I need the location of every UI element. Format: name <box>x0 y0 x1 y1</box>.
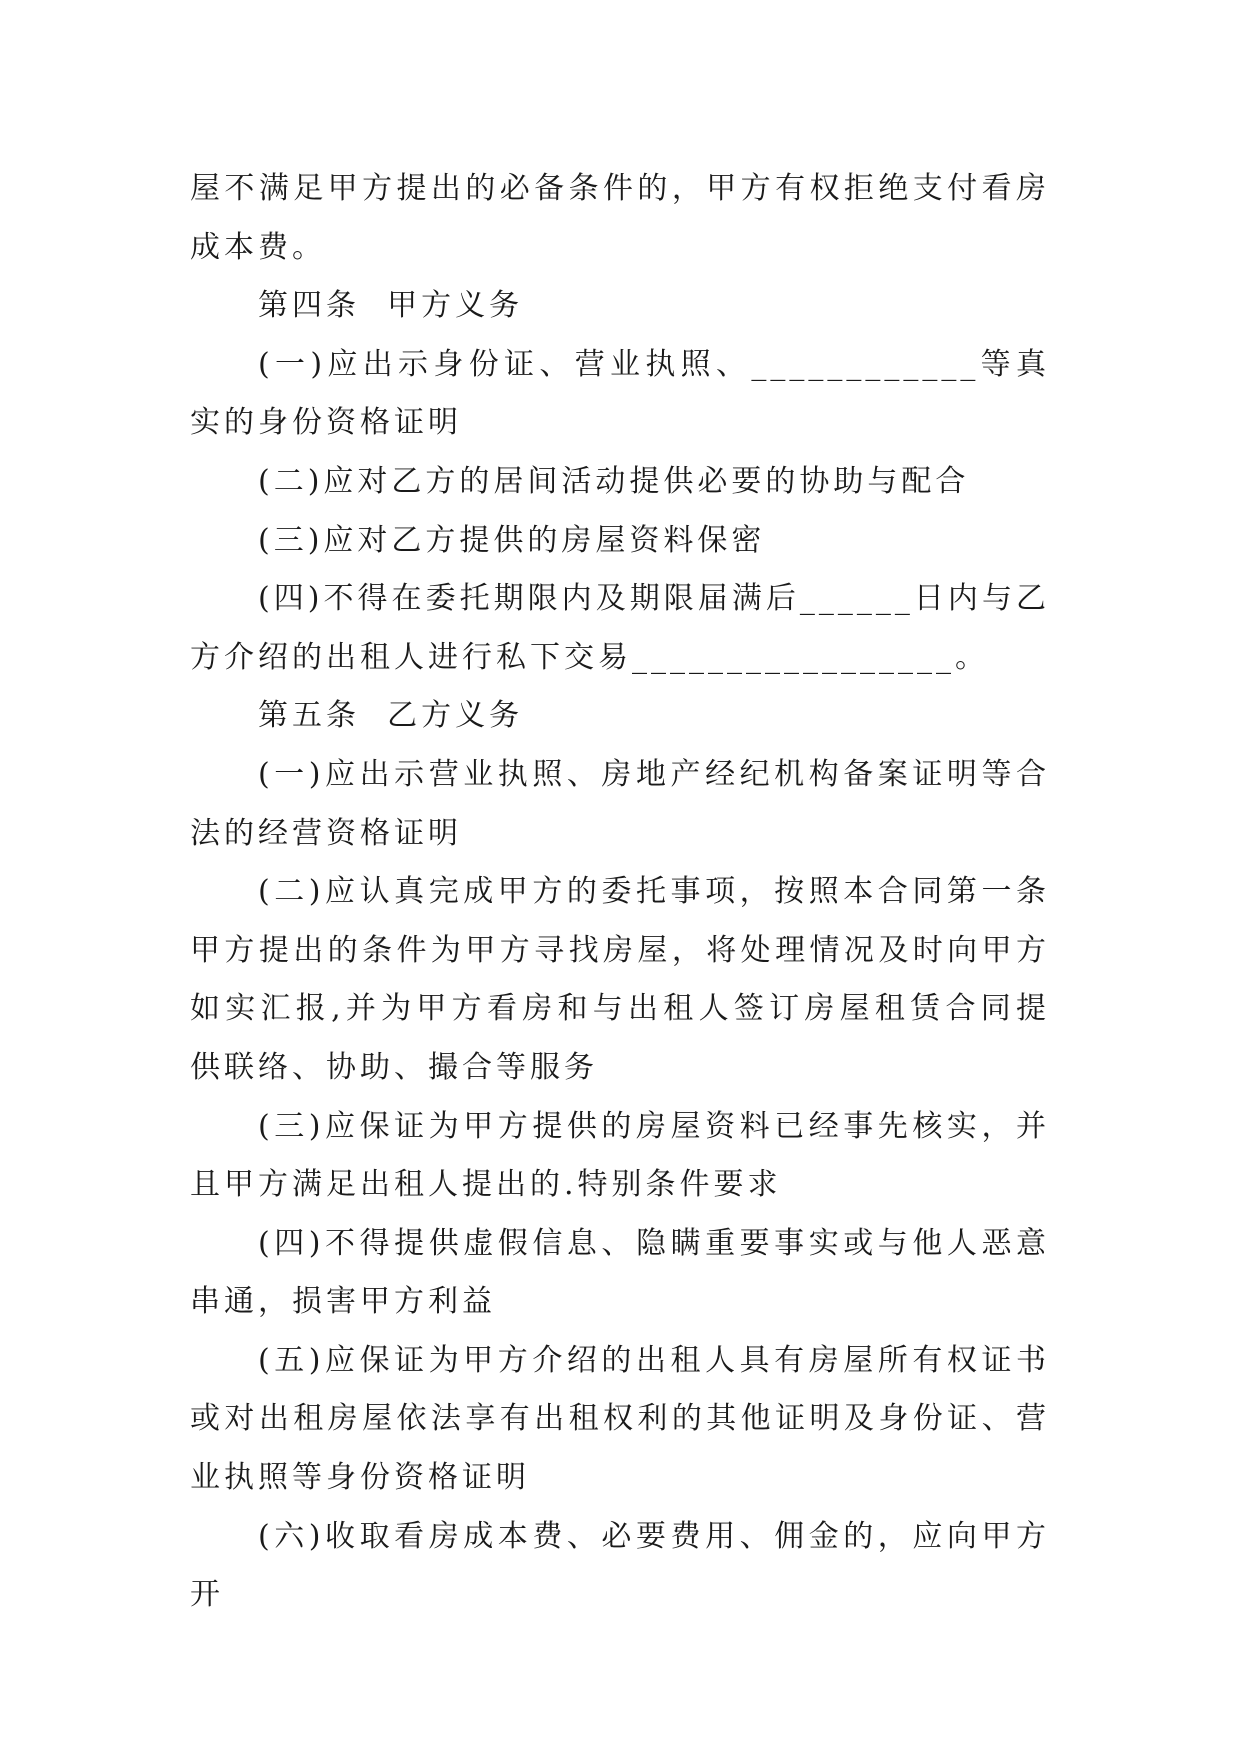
contract-paragraph: (一)应出示营业执照、房地产经纪机构备案证明等合法的经营资格证明 <box>190 756 1050 851</box>
contract-paragraph: (三)应对乙方提供的房屋资料保密 <box>258 522 766 558</box>
contract-paragraph: (五)应保证为甲方介绍的出租人具有房屋所有权证书或对出租房屋依法享有出租权利的其他证明及身份证、营业执照等身份资格证明 <box>190 1342 1050 1496</box>
contract-paragraph: (二)应认真完成甲方的委托事项，按照本合同第一条甲方提出的条件为甲方寻找房屋，将处理情况及时向甲方如实汇报,并为甲方看房和与出租人签订房屋租赁合同提供联络、协助、撮合等服务 <box>190 874 1050 1085</box>
contract-paragraph: 第四条 甲方义务 <box>258 288 524 324</box>
contract-paragraph: 屋不满足甲方提出的必备条件的，甲方有权拒绝支付看房成本费。 <box>190 171 1050 265</box>
contract-paragraph: (六)收取看房成本费、必要费用、佣金的，应向甲方开 <box>190 1518 1050 1613</box>
contract-paragraph: (四)不得提供虚假信息、隐瞒重要事实或与他人恶意串通，损害甲方利益 <box>190 1225 1050 1320</box>
contract-paragraph: 第五条 乙方义务 <box>258 698 524 734</box>
contract-paragraph: (三)应保证为甲方提供的房屋资料已经事先核实，并且甲方满足出租人提出的.特别条件要求 <box>190 1108 1050 1203</box>
contract-paragraph: (四)不得在委托期限内及期限届满后______日内与乙方介绍的出租人进行私下交易_________________。 <box>190 581 1050 675</box>
contract-paragraph: (二)应对乙方的居间活动提供必要的协助与配合 <box>258 463 970 499</box>
document-page <box>190 160 1050 1625</box>
contract-paragraph: (一)应出示身份证、营业执照、____________等真实的身份资格证明 <box>190 346 1050 441</box>
